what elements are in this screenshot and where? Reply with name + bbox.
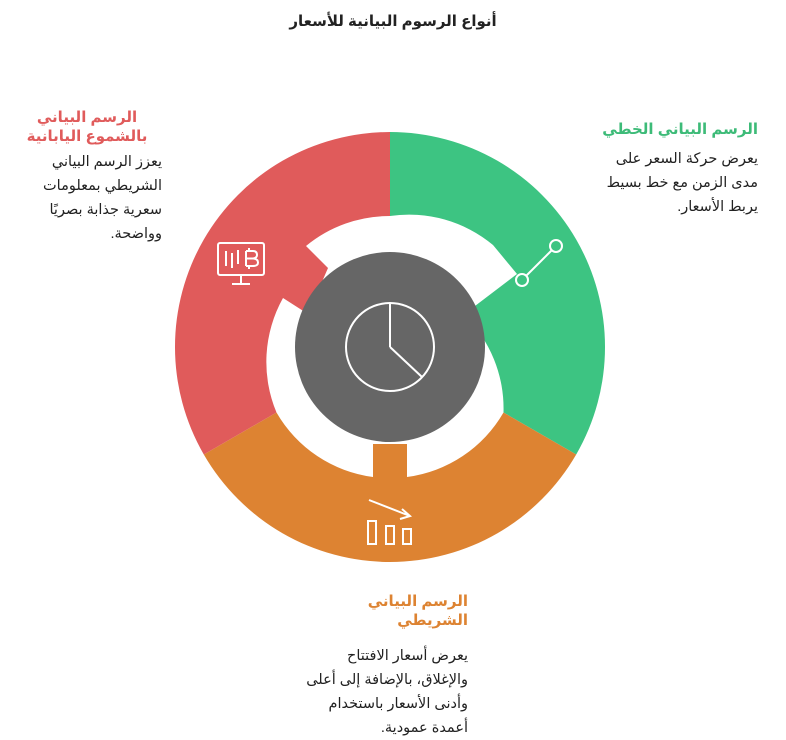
diagram-title: أنواع الرسوم البيانية للأسعار bbox=[289, 13, 497, 30]
line-chart-heading: الرسم البياني الخطي bbox=[602, 121, 758, 138]
bar-chart-description: يعرض أسعار الافتتاح والإغلاق، بالإضافة إلى أعلى وأدنى الأسعار باستخدام أعمدة عمودية. bbox=[306, 648, 468, 736]
label-line-chart bbox=[588, 120, 758, 219]
label-candlestick-chart bbox=[12, 108, 162, 246]
candlestick-chart-heading: الرسم البياني بالشموع اليابانية bbox=[26, 109, 148, 145]
bar-chart-heading: الرسم البياني الشريطي bbox=[367, 593, 468, 629]
line-chart-description: يعرض حركة السعر على مدى الزمن مع خط بسيط يربط الأسعار. bbox=[606, 151, 758, 215]
candlestick-chart-description: يعزز الرسم البياني الشريطي بمعلومات سعرية جذابة بصريًا وواضحة. bbox=[43, 154, 162, 242]
label-bar-chart bbox=[300, 592, 468, 740]
